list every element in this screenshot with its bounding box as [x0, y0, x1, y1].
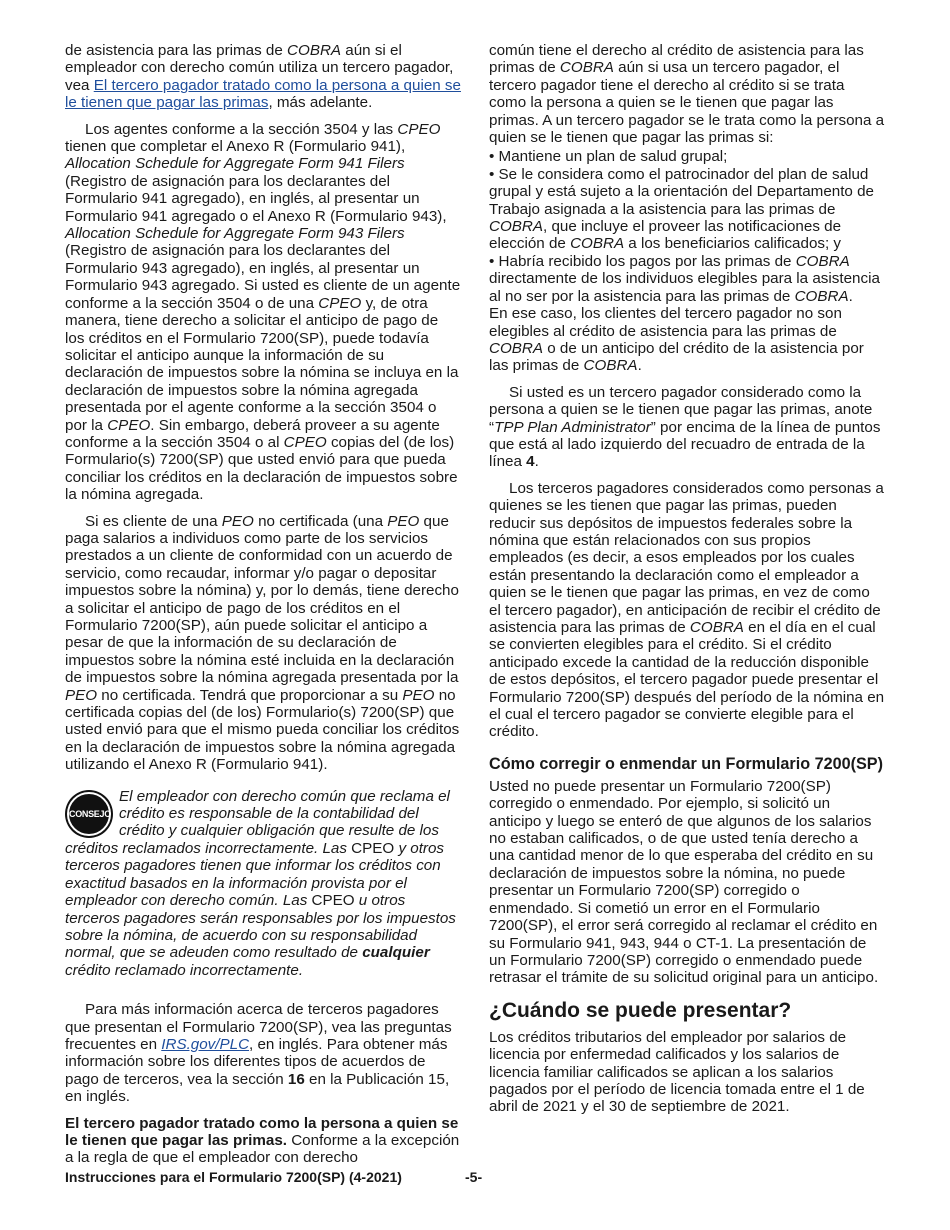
page-footer — [65, 1169, 885, 1186]
bullet-item-1: • Mantiene un plan de salud grupal; — [489, 148, 728, 166]
footer-title: Instrucciones para el Formulario 7200(SP) (4-2021) — [65, 1169, 402, 1185]
bullet-item-2: • Se le considera como el patrocinador del plan de salud grupal y está sujeto a la orientación del Departamento de Trabajo asignada a la asistencia para las primas de COBRA, que incluye el proveer las notificaciones de elección de COBRA a los beneficiarios calificados; y — [489, 165, 874, 253]
right-paragraph-6: Los créditos tributarios del empleador por salarios de licencia por enfermedad calificados y los salarios de licencia familiar calificados se aplican a los salarios pagados por el período de licencia tomada entre el 1 de abril de 2021 y el 30 de septiembre de 2021. — [489, 1028, 865, 1116]
irs-plc-link[interactable]: IRS.gov/PLC — [161, 1035, 250, 1053]
right-paragraph-5: Usted no puede presentar un Formulario 7200(SP) corregido o enmendado. Por ejemplo, si solicitó un anticipo y luego se enteró de que algunos de los salarios no estaban calificados, o de que usted tenía derecho a una cantidad menor de lo que esperaba del crédito en su declaración de impuestos sobre la nómina, no puede presentar un Formulario 7200(SP) corregido o enmendado. Si cometió un error en el Formulario 7200(SP), el error será corregido al reclamar el crédito en su Formulario 941, 943, 944 o CT-1. La presentación de un Formulario 7200(SP) corregido o enmendado puede retrasar el trámite de su solicitud original para un anticipo. — [489, 777, 879, 987]
right-column — [489, 42, 885, 1125]
left-paragraph-1: de asistencia para las primas de COBRA aún si el empleador con derecho común utiliza un tercero pagador, vea El tercero pagador tratado como la persona a quien se le tienen que pagar las primas, más adelante. — [65, 42, 461, 112]
consejo-icon: CONSEJO — [65, 790, 113, 838]
bullet-item-3: • Habría recibido los pagos por las primas de COBRA directamente de los individuos elegibles para la asistencia al no ser por la asistencia para las primas de COBRA. — [489, 252, 880, 305]
left-column — [65, 42, 461, 1176]
correct-form-heading: Cómo corregir o enmendar un Formulario 7200(SP) — [489, 754, 883, 773]
page-number: -5- — [465, 1169, 483, 1185]
right-paragraph-3: Si usted es un tercero pagador considerado como la persona a quien se le tienen que pagar las primas, anote “TPP Plan Administrator” por encima de la línea de puntos que está al lado izquierdo del recuadro de entrada de la línea 4. — [489, 383, 881, 471]
left-paragraph-5: El tercero pagador tratado como la persona a quien se le tienen que pagar las primas. Conforme a la excepción a la regla de que el empleador con derecho — [65, 1114, 460, 1167]
left-paragraph-4: Para más información acerca de terceros pagadores que presentan el Formulario 7200(SP), vea las preguntas frecuentes en IRS.gov/PLC, en inglés. Para obtener más información sobre los diferentes tipos de acuerdos de pago de terceros, vea la sección 16 en la Publicación 15, en inglés. — [65, 1001, 452, 1106]
left-paragraph-2: Los agentes conforme a la sección 3504 y las CPEO tienen que completar el Anexo R (Formulario 941), Allocation Schedule for Aggregate Form 941 Filers (Registro de asignación para los declarantes del Formulario 941 agregado), en inglés, al presentar un Formulario 941 agregado o el Anexo R (Formulario 943), Allocation Schedule for Aggregate Form 943 Filers (Registro de asignación para los declarantes del Formulario 943 agregado), en inglés, al presentar un Formulario 943 agregado. Si usted es cliente de un agente conforme a la sección 3504 o de una CPEO y, de otra manera, tiene derecho a solicitar el anticipo de pago de los créditos en el Formulario 7200(SP), puede todavía solicitar el anticipo aunque la información de su declaración de impuestos sobre la nómina se incluya en la declaración de impuestos sobre la nómina agregada presentada por el agente conforme a la sección 3504 o por la CPEO. Sin embargo, deberá proveer a su agente conforme a la sección 3504 o al CPEO copias del (de los) Formulario(s) 7200(SP) que usted envió para que pueda conciliar los créditos en la declaración de impuestos sobre la nómina agregada. — [65, 120, 461, 504]
tip-callout — [65, 788, 461, 979]
right-paragraph-4: Los terceros pagadores considerados como personas a quienes se les tienen que pagar las primas, pueden reducir sus depósitos de impuestos federales sobre la nómina que están relacionados con sus propios empleados (es decir, a esos empleados por los cuales están presentando la declaración como el empleador a quien se le tienen que pagar las primas, en vez de como el tercero pagador), en anticipación de recibir el crédito de asistencia para las primas de COBRA en el día en el cual se convierten elegibles para el crédito. Si el crédito anticipado excede la cantidad de la reducción disponible de estos depósitos, el tercero pagador puede presentar el Formulario 7200(SP) después del período de la nómina en el cual el tercero pagador se convierte elegible para el crédito. — [489, 479, 885, 741]
right-paragraph-1: común tiene el derecho al crédito de asistencia para las primas de COBRA aún si usa un tercero pagador, el tercero pagador tiene el derecho al crédito si se trata como la persona a quien se le tienen que pagar las primas. A un tercero pagador se le trata como la persona a quien se le tienen que pagar las primas si: — [489, 42, 885, 147]
left-paragraph-3: Si es cliente de una PEO no certificada (una PEO que paga salarios a individuos como parte de los servicios prestados a un cliente de conformidad con un acuerdo de servicio, como recaudar, informar y/o pagar o depositar impuestos sobre la nómina) y, por lo demás, tiene derecho a solicitar el anticipo de pago de los créditos en el Formulario 7200(SP), aún puede solicitar el anticipo a pesar de que la información de su declaración de impuestos sobre la nómina esté incluida en la declaración de impuestos sobre la nómina agregada presentada por la PEO no certificada. Tendrá que proporcionar a su PEO no certificada copias del (de los) Formulario(s) 7200(SP) que usted envió para que el mismo pueda conciliar los créditos en la declaración de impuestos sobre la nómina agregada utilizando el Anexo R (Formulario 941). — [65, 512, 460, 774]
third-party-payer-link[interactable]: El tercero pagador tratado como la persona a quien se le tienen que pagar las primas — [65, 76, 461, 112]
right-paragraph-2: En ese caso, los clientes del tercero pagador no son elegibles al crédito de asistencia para las primas de COBRA o de un anticipo del crédito de la asistencia por las primas de COBRA. — [489, 305, 864, 375]
when-to-file-heading: ¿Cuándo se puede presentar? — [489, 998, 792, 1022]
tip-text: El empleador con derecho común que reclama el crédito es responsable de la contabilidad del crédito y cualquier obligación que resulte de los créditos reclamados incorrectamente. Las CPEO y otros terceros pagadores tienen que informar los créditos con exactitud basados en la información provista por el empleador con derecho común. Las CPEO u otros terceros pagadores serán responsables por los impuestos sobre la nómina, de acuerdo con su responsabilidad normal, que se adeuden como resultado de cualquier crédito reclamado incorrectamente. — [65, 787, 456, 979]
